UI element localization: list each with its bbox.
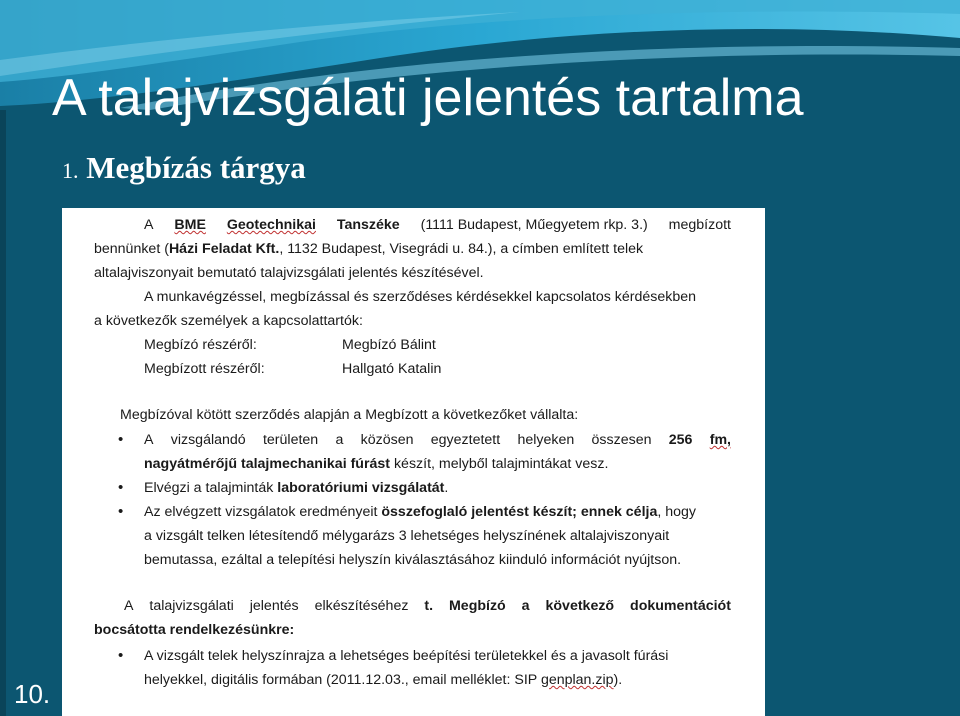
paragraph-1-line-3: altalajviszonyait bemutató talajvizsgálati jelentés készítésével. [94, 265, 484, 281]
document-excerpt [62, 208, 765, 716]
task-3-line-1: Az elvégzett vizsgálatok eredményeit összefoglaló jelentést készít; ennek célja, hogy [144, 504, 697, 520]
contact-role-contractor: Megbízott részéről: [144, 361, 265, 377]
contact-role-client: Megbízó részéről: [144, 337, 257, 353]
docs-intro-line-2: bocsátotta rendelkezésünkre: [94, 622, 295, 638]
paragraph-2-line-1: A munkavégzéssel, megbízással és szerződéses kérdésekkel kapcsolatos kérdésekben [144, 289, 697, 305]
bullet-marker: • [118, 503, 124, 520]
slide-subtitle [62, 148, 306, 191]
subtitle-text: Megbízás tárgya [86, 150, 306, 185]
task-3-line-2: a vizsgált telken létesítendő mélygarázs 3 lehetséges helyszínének altalajviszonyait [144, 528, 670, 544]
task-1-line-2: nagyátmérőjű talajmechanikai fúrást készít, melyből talajmintákat vesz. [144, 456, 609, 472]
slide-title: A talajvizsgálati jelentés tartalma [52, 69, 804, 127]
task-2: Elvégzi a talajminták laboratóriumi vizsgálatát. [144, 480, 449, 496]
paragraph-2-line-2: a következők személyek a kapcsolattartók: [94, 313, 363, 329]
paragraph-1-line-1: A BME Geotechnikai Tanszéke (1111 Budapest, Műegyetem rkp. 3.) megbízott [144, 217, 731, 233]
page-number: 10. [14, 679, 51, 709]
doc-1-line-2: helyekkel, digitális formában (2011.12.03., email melléklet: SIP genplan.zip). [144, 672, 623, 688]
docs-intro-line-1: A talajvizsgálati jelentés elkészítéséhez t. Megbízó a következő dokumentációt [124, 598, 731, 614]
bullet-marker: • [118, 479, 124, 496]
contact-name-contractor: Hallgató Katalin [342, 361, 442, 377]
contact-name-client: Megbízó Bálint [342, 337, 436, 353]
paragraph-1-line-2: bennünket (Házi Feladat Kft., 1132 Budapest, Visegrádi u. 84.), a címben említett telek [94, 241, 644, 257]
bullet-marker: • [118, 431, 124, 448]
subtitle-number: 1. [62, 158, 79, 183]
doc-1-line-1: A vizsgált telek helyszínrajza a lehetséges beépítési területekkel és a javasolt fúrási [144, 648, 669, 664]
task-1-line-1: A vizsgálandó területen a közösen egyeztetett helyeken összesen 256 fm, [144, 432, 731, 448]
bullet-marker: • [118, 647, 124, 664]
tasks-intro: Megbízóval kötött szerződés alapján a Megbízott a következőket vállalta: [120, 407, 579, 423]
task-3-line-3: bemutassa, ezáltal a telepítési helyszín kiválasztásához kiinduló információt nyújtson. [144, 552, 682, 568]
